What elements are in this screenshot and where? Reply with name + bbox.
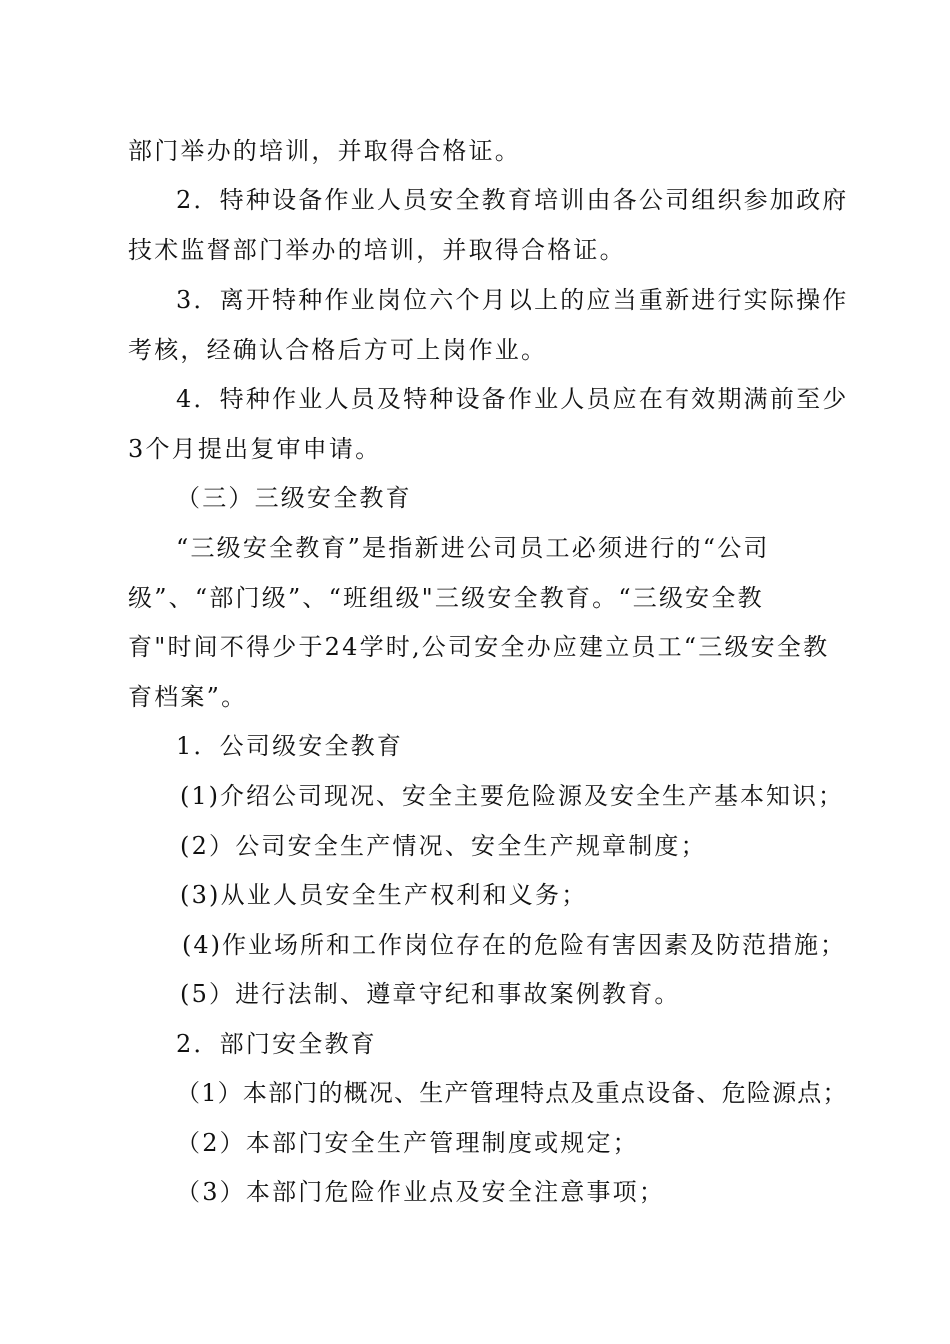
text-line: “三级安全教育”是指新进公司员工必须进行的“公司 bbox=[176, 534, 770, 562]
text-line: 育档案”。 bbox=[128, 683, 248, 711]
text-line: 部门举办的培训，并取得合格证。 bbox=[128, 137, 521, 165]
list-item: （3）本部门危险作业点及安全注意事项； bbox=[176, 1178, 666, 1206]
section-heading: （三）三级安全教育 bbox=[176, 484, 412, 512]
subsection-heading: 2．部门安全教育 bbox=[176, 1030, 377, 1058]
list-item: （1）本部门的概况、生产管理特点及重点设备、危险源点； bbox=[176, 1079, 848, 1107]
list-item: (3)从业人员安全生产权利和义务； bbox=[180, 881, 588, 909]
subsection-heading: 1．公司级安全教育 bbox=[176, 732, 404, 760]
list-item: (2）公司安全生产情况、安全生产规章制度； bbox=[180, 832, 707, 860]
list-item: (4)作业场所和工作岗位存在的危险有害因素及防范措施； bbox=[182, 931, 846, 959]
text-line: 考核，经确认合格后方可上岗作业。 bbox=[128, 336, 548, 364]
text-line: 4．特种作业人员及特种设备作业人员应在有效期满前至少 bbox=[176, 385, 849, 413]
text-line: 3．离开特种作业岗位六个月以上的应当重新进行实际操作 bbox=[176, 286, 849, 314]
text-line: 育"时间不得少于24学时,公司安全办应建立员工“三级安全教 bbox=[128, 633, 830, 661]
text-line: 3个月提出复审申请。 bbox=[128, 435, 382, 463]
list-item: (1)介绍公司现况、安全主要危险源及安全生产基本知识； bbox=[180, 782, 844, 810]
list-item: (5）进行法制、遵章守纪和事故案例教育。 bbox=[180, 980, 681, 1008]
text-line: 2．特种设备作业人员安全教育培训由各公司组织参加政府 bbox=[176, 186, 849, 214]
text-line: 级”、“部门级”、“班组级"三级安全教育。“三级安全教 bbox=[128, 584, 764, 612]
list-item: （2）本部门安全生产管理制度或规定； bbox=[176, 1129, 639, 1157]
text-line: 技术监督部门举办的培训，并取得合格证。 bbox=[128, 236, 626, 264]
